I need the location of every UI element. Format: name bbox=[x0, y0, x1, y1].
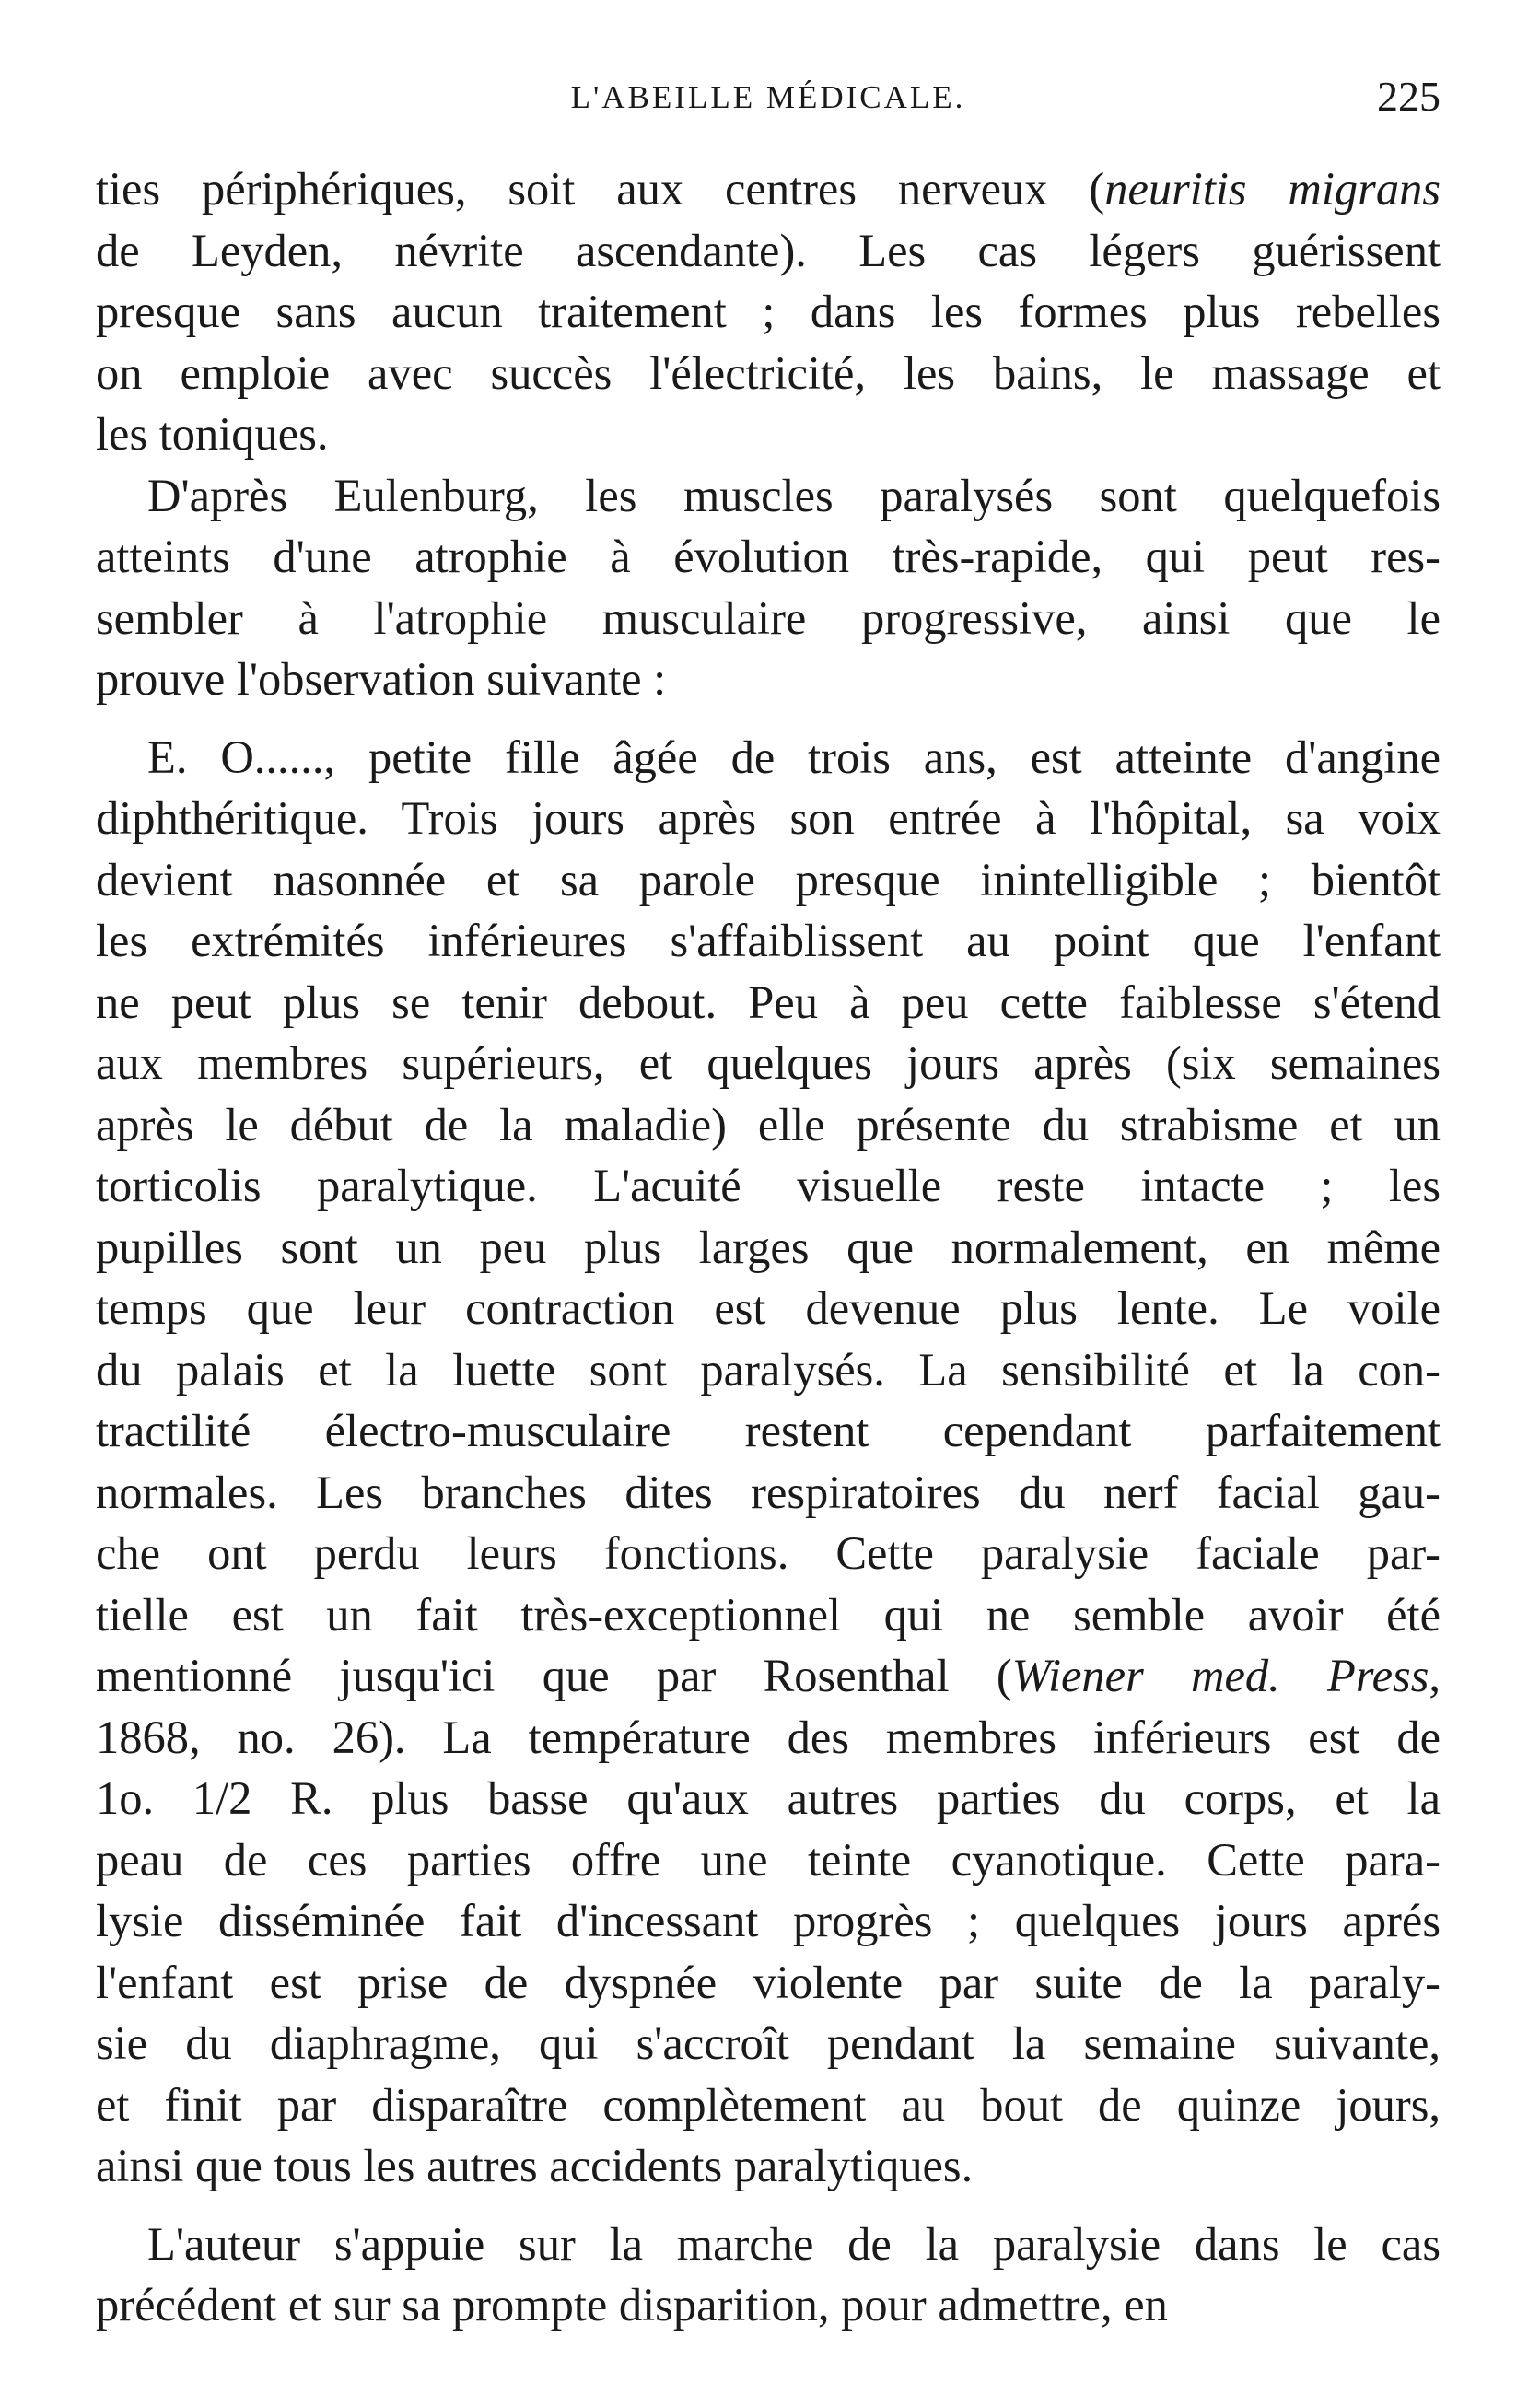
text-run: lysie disséminée fait d'incessant progrès ; quelques jours aprés bbox=[96, 1895, 1441, 1946]
text-line bbox=[96, 526, 1441, 588]
text-line bbox=[96, 788, 1441, 849]
text-line bbox=[96, 2013, 1441, 2074]
text-run: aux membres supérieurs, et quelques jours après (six semaines bbox=[96, 1037, 1441, 1089]
text-run: torticolis paralytique. L'acuité visuelle reste intacte ; les bbox=[96, 1160, 1441, 1211]
text-line bbox=[96, 1278, 1441, 1339]
text-run: l'enfant est prise de dyspnée violente par suite de la paraly- bbox=[96, 1956, 1441, 2008]
text-line bbox=[96, 849, 1441, 911]
text-run: 1o. 1/2 R. plus basse qu'aux autres parties du corps, et la bbox=[96, 1772, 1441, 1824]
running-header bbox=[96, 72, 1441, 127]
text-run: sembler à l'atrophie musculaire progressive, ainsi que le bbox=[96, 591, 1441, 644]
text-line bbox=[96, 1707, 1441, 1769]
text-line bbox=[96, 1890, 1441, 1952]
text-run: les toniques. bbox=[96, 408, 329, 460]
text-run: diphthéritique. Trois jours après son entrée à l'hôpital, sa voix bbox=[96, 792, 1441, 844]
text-line bbox=[96, 2214, 1441, 2275]
text-run: tractilité électro-musculaire restent cependant parfaitement bbox=[96, 1405, 1441, 1456]
text-run: prouve l'observation suivante : bbox=[96, 653, 667, 705]
text-run: du palais et la luette sont paralysés. La sensibilité et la con- bbox=[96, 1343, 1441, 1396]
paragraph bbox=[96, 727, 1441, 2197]
text-line bbox=[96, 1952, 1441, 2014]
text-run: 1868, no. 26). La température des membres inférieurs est de bbox=[96, 1711, 1441, 1763]
page-number: 225 bbox=[1377, 73, 1441, 120]
text-run: presque sans aucun traitement ; dans les formes plus rebelles bbox=[96, 286, 1441, 337]
text-run: mentionné jusqu'ici que par Rosenthal ( bbox=[96, 1650, 1012, 1701]
text-line bbox=[96, 2074, 1441, 2136]
text-line bbox=[96, 648, 1441, 710]
text-run: sie du diaphragme, qui s'accroît pendant la semaine suivante, bbox=[96, 2017, 1441, 2069]
text-run: tielle est un fait très-exceptionnel qui ne semble avoir été bbox=[96, 1588, 1441, 1641]
text-line bbox=[96, 1462, 1441, 1524]
text-line bbox=[96, 1400, 1441, 1462]
paragraph bbox=[96, 158, 1441, 465]
text-line bbox=[96, 343, 1441, 404]
text-line bbox=[96, 1645, 1441, 1707]
text-run: atteints d'une atrophie à évolution très-rapide, qui peut res- bbox=[96, 531, 1441, 582]
text-run: temps que leur contraction est devenue plus lente. Le voile bbox=[96, 1282, 1441, 1334]
text-line bbox=[96, 727, 1441, 789]
text-run: après le début de la maladie) elle présente du strabisme et un bbox=[96, 1098, 1441, 1151]
paragraph bbox=[96, 465, 1441, 710]
text-line bbox=[96, 1584, 1441, 1646]
text-run: ainsi que tous les autres accidents paralytiques. bbox=[96, 2140, 974, 2191]
text-run: et finit par disparaître complètement au bout de quinze jours, bbox=[96, 2078, 1441, 2131]
text-line bbox=[96, 1829, 1441, 1891]
text-line bbox=[96, 972, 1441, 1034]
text-run: ties périphériques, soit aux centres nerveux ( bbox=[96, 163, 1105, 215]
text-run: de Leyden, névrite ascendante). Les cas légers guérissent bbox=[96, 224, 1441, 276]
text-run: D'après Eulenburg, les muscles paralysés sont quelquefois bbox=[147, 469, 1441, 521]
text-run: peau de ces parties offre une teinte cyanotique. Cette para- bbox=[96, 1833, 1441, 1886]
text-line bbox=[96, 910, 1441, 972]
text-run: on emploie avec succès l'électricité, les bains, le massage et bbox=[96, 346, 1441, 399]
body-text bbox=[96, 158, 1441, 2336]
text-line bbox=[96, 158, 1441, 220]
text-line bbox=[96, 1094, 1441, 1156]
italic-text: neuritis migrans bbox=[1104, 163, 1441, 215]
text-line bbox=[96, 588, 1441, 649]
text-line bbox=[96, 1033, 1441, 1094]
text-run: précédent et sur sa prompte disparition, pour admettre, en bbox=[96, 2279, 1168, 2331]
text-run: L'auteur s'appuie sur la marche de la paralysie dans le cas bbox=[147, 2217, 1441, 2270]
text-line bbox=[96, 220, 1441, 282]
italic-text: Wiener med. Press bbox=[1011, 1650, 1429, 1701]
text-run: , bbox=[1429, 1650, 1441, 1701]
text-line bbox=[96, 1217, 1441, 1279]
text-run: ne peut plus se tenir debout. Peu à peu cette faiblesse s'étend bbox=[96, 976, 1441, 1028]
text-line bbox=[96, 465, 1441, 527]
text-run: les extrémités inférieures s'affaiblissent au point que l'enfant bbox=[96, 915, 1441, 966]
text-line bbox=[96, 281, 1441, 343]
text-line bbox=[96, 1155, 1441, 1217]
text-run: E. O......, petite fille âgée de trois ans, est atteinte d'angine bbox=[147, 730, 1441, 783]
text-line bbox=[96, 1339, 1441, 1401]
text-run: che ont perdu leurs fonctions. Cette paralysie faciale par- bbox=[96, 1527, 1441, 1579]
text-line bbox=[96, 2135, 1441, 2197]
text-line bbox=[96, 403, 1441, 465]
paragraph bbox=[96, 2214, 1441, 2336]
text-line bbox=[96, 2274, 1441, 2336]
running-title: L'ABEILLE MÉDICALE. bbox=[570, 79, 966, 115]
text-run: devient nasonnée et sa parole presque inintelligible ; bientôt bbox=[96, 853, 1441, 906]
text-line bbox=[96, 1523, 1441, 1584]
text-run: pupilles sont un peu plus larges que normalement, en même bbox=[96, 1221, 1441, 1273]
text-run: normales. Les branches dites respiratoires du nerf facial gau- bbox=[96, 1466, 1441, 1518]
text-line bbox=[96, 1768, 1441, 1829]
